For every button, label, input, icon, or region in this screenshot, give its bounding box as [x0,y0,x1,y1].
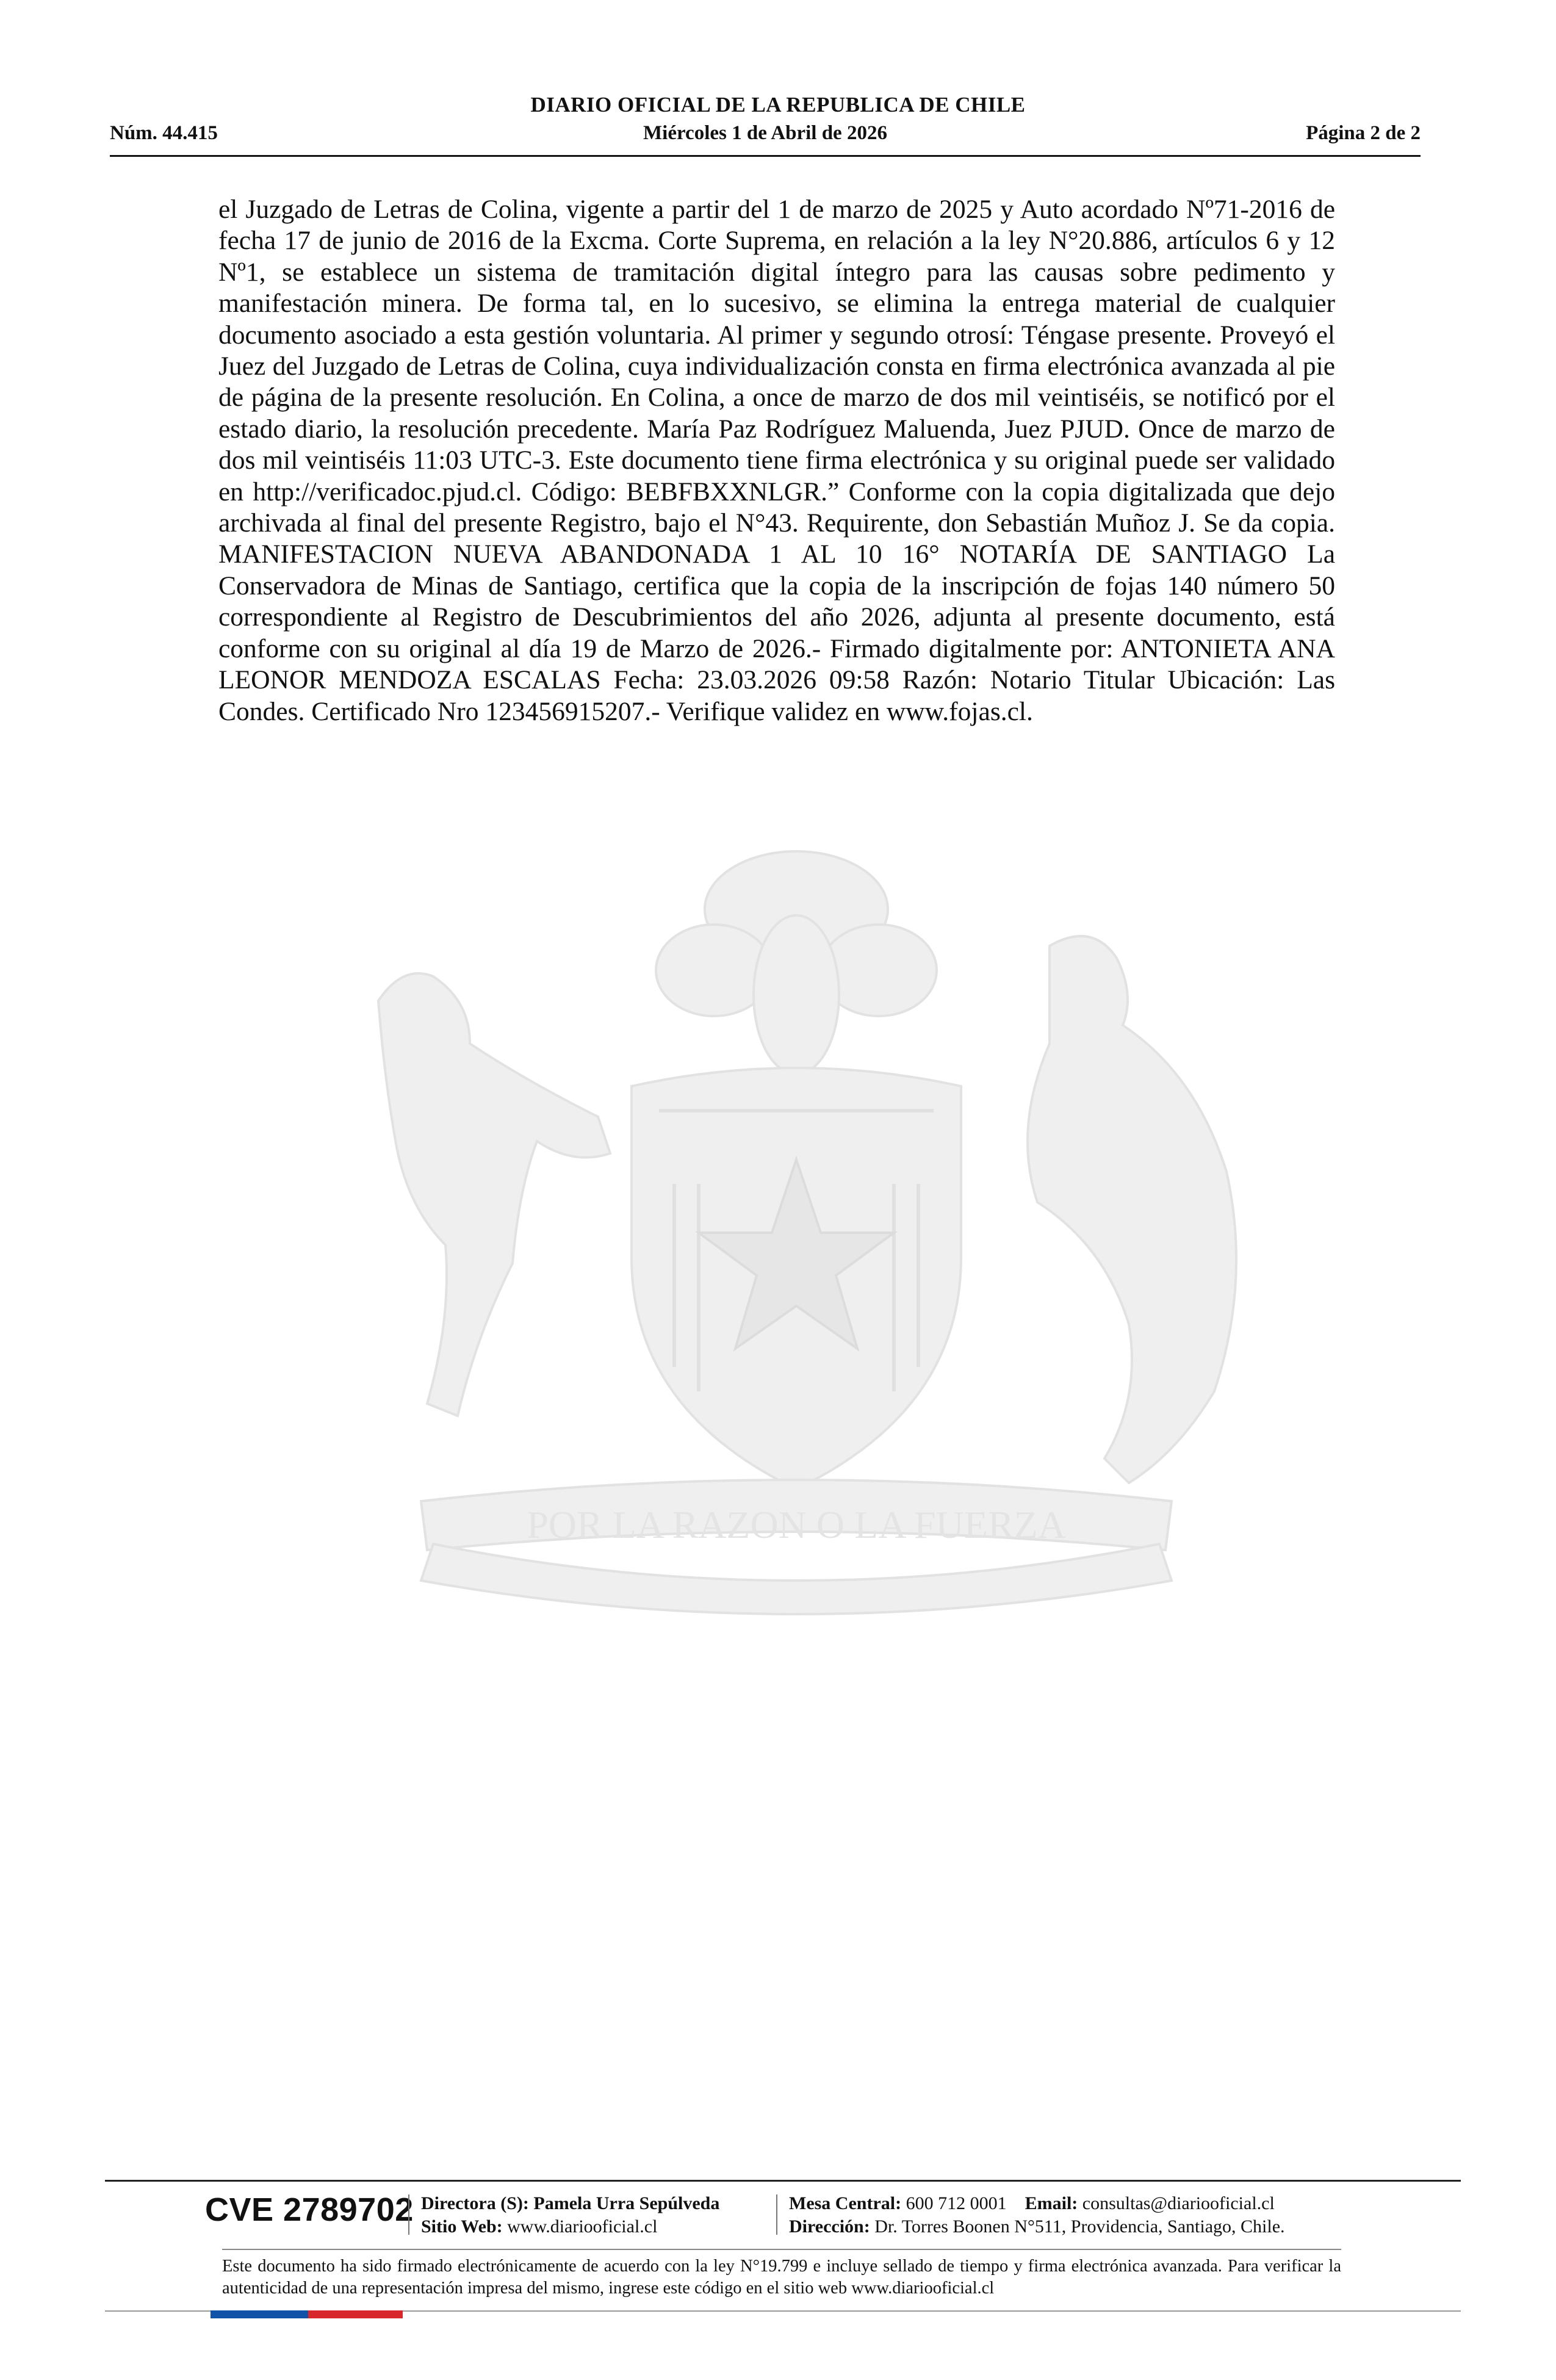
email-label: Email: [1025,2193,1078,2213]
address-label: Dirección: [789,2216,870,2237]
issue-number: Núm. 44.415 [110,122,218,144]
header-row [110,122,1421,148]
address-value: Dr. Torres Boonen N°511, Providencia, Santiago, Chile. [874,2216,1285,2237]
issue-date: Miércoles 1 de Abril de 2026 [643,122,887,144]
footer-contact-block [789,2192,1285,2238]
header-divider [110,155,1421,157]
director-label: Directora (S): [421,2193,529,2213]
body-paragraph: el Juzgado de Letras de Colina, vigente a partir del 1 de marzo de 2025 y Auto acordado Nº71-2016 de fecha 17 de junio de 2016 de la Excma. Corte Suprema, en relación a la ley N°20.886, artículos 6 y 12 Nº1, se establece un sistema de tramitación digital íntegro para las causas sobre pedimento y manifestación minera. De forma tal, en lo sucesivo, se elimina la entrega material de cualquier documento asociado a esta gestión voluntaria. Al primer y segundo otrosí: Téngase presente. Proveyó el Juez del Juzgado de Letras de Colina, cuya individualización consta en firma electrónica avanzada al pie de página de la presente resolución. En Colina, a once de marzo de dos mil veintiséis, se notificó por el estado diario, la resolución precedente. María Paz Rodríguez Maluenda, Juez PJUD. Once de marzo de dos mil veintiséis 11:03 UTC-3. Este documento tiene firma electrónica y su original puede ser validado en http://verificadoc.pjud.cl. Código: BEBFBXXNLGR.” Conforme con la copia digitalizada que dejo archivada al final del presente Registro, bajo el N°43. Requirente, don Sebastián Muñoz J. Se da copia. MANIFESTACION NUEVA ABANDONADA 1 AL 10 16° NOTARÍA DE SANTIAGO La Conservadora de Minas de Santiago, certifica que la copia de la inscripción de fojas 140 número 50 correspondiente al Registro de Descubrimientos del año 2026, adjunta al presente documento, está conforme con su original al día 19 de Marzo de 2026.- Firmado digitalmente por: ANTONIETA ANA LEONOR MENDOZA ESCALAS Fecha: 23.03.2026 09:58 Razón: Notario Titular Ubicación: Las Condes. Certificado Nro 123456915207.- Verifique validez en www.fojas.cl. [218,195,1335,726]
footer-separator [776,2194,777,2235]
newspaper-title: DIARIO OFICIAL DE LA REPUBLICA DE CHILE [530,93,1026,117]
footer-top-divider [105,2180,1461,2182]
motto-text: POR LA RAZON O LA FUERZA [527,1503,1066,1546]
footer-separator [408,2194,409,2235]
phone-value: 600 712 0001 [906,2193,1007,2213]
site-label: Sitio Web: [421,2216,503,2237]
document-body [218,194,1335,727]
footer-mid-divider [222,2249,1341,2250]
director-value: Pamela Urra Sepúlveda [533,2193,720,2213]
phone-label: Mesa Central: [789,2193,902,2213]
cve-code: CVE 2789702 [205,2191,414,2228]
page-indicator: Página 2 de 2 [1306,122,1421,144]
signature-notice: Este documento ha sido firmado electrónicamente de acuerdo con la ley N°19.799 e incluye sellado de tiempo y firma electrónica avanzada. Para verificar la autenticidad de una representación impresa del mismo, ingrese este código en el sitio web www.diariooficial.cl [222,2257,1341,2298]
flag-stripe-blue [211,2310,308,2318]
site-value[interactable]: www.diariooficial.cl [507,2216,658,2237]
footer-director-block [421,2192,719,2238]
flag-stripe-red [308,2310,403,2318]
email-value[interactable]: consultas@diariooficial.cl [1082,2193,1275,2213]
coat-of-arms-watermark [342,842,1251,1660]
